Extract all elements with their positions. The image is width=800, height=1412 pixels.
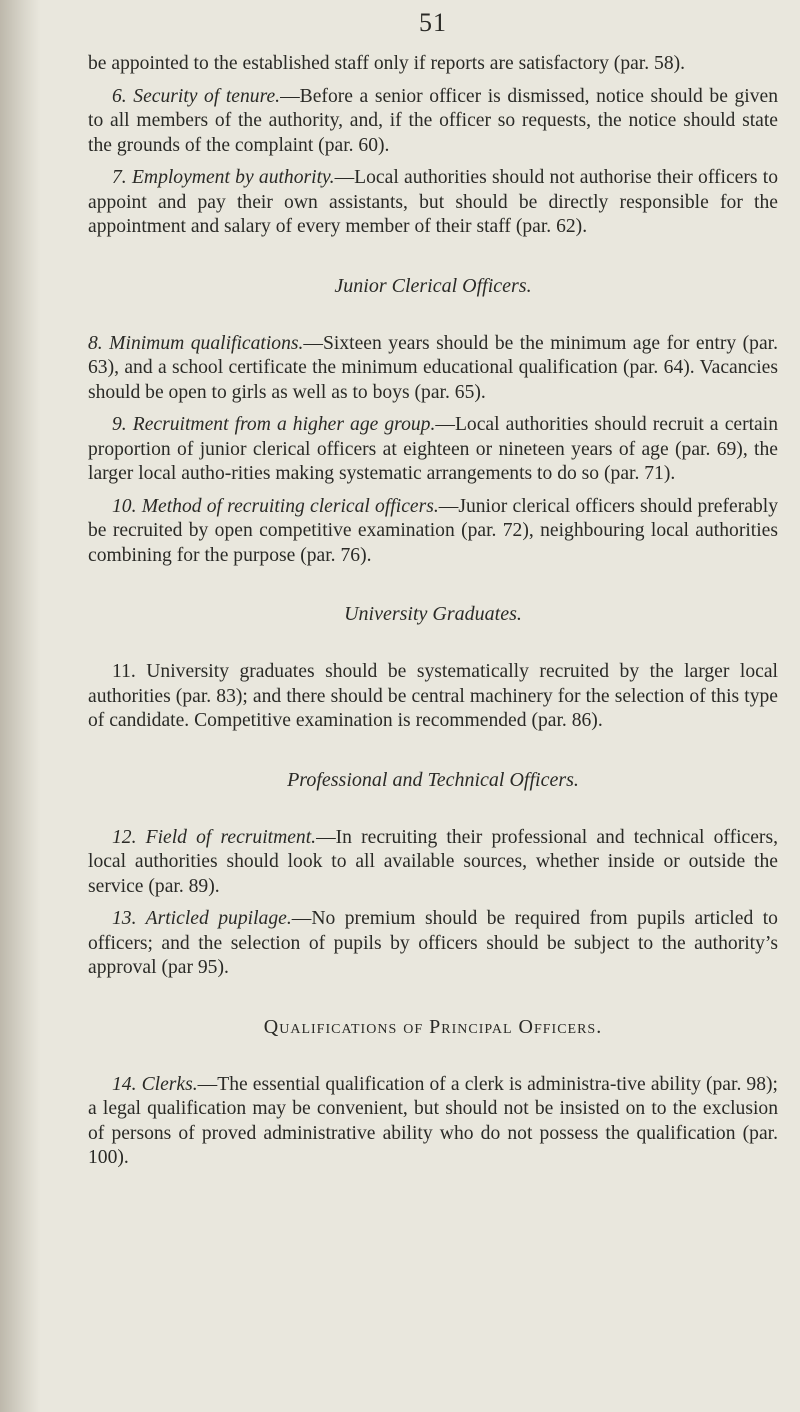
heading-university-graduates: University Graduates. [344,603,522,625]
paragraph-13-lead: 13. Articled pupilage. [112,908,292,929]
paragraph-9-lead: 9. Recruitment from a higher age group. [112,414,436,435]
paragraph-9-text: —Local authorities should recruit a certain proportion of junior clerical officers at eighteen or nineteen years of age (par. 69), the larger local autho-rities making systematic arrangements to do so (par. 71). [88,414,778,484]
paragraph-11 [88,660,778,734]
document-page [88,8,779,1171]
paragraph-6-text: —Before a senior officer is dismissed, notice should be given to all members of the authority, and, if the officer so requests, the notice should state the grounds of the complaint (par. 60). [88,85,778,156]
paragraph-12 [88,826,778,900]
heading-qualifications-principal-officers: Qualifications of Principal Officers. [263,1015,603,1038]
paragraph-11-text: University graduates should be systematically recruited by the larger local authorities (par. 83); and there should be central machinery for the selection of this type of candidate. Competitive examination is recommended (par. 86). [88,661,778,731]
paragraph-7-lead: 7. Employment by authority. [112,167,335,188]
heading-professional-technical-officers: Professional and Technical Officers. [287,768,579,791]
paragraph-12-lead: 12. Field of recruitment. [112,826,317,848]
paragraph-10 [88,495,778,569]
paragraph-10-lead: 10. Method of recruiting clerical officers. [112,495,439,517]
paragraph-8 [88,332,778,406]
paragraph-14 [88,1073,778,1171]
paragraph-8-lead: 8. Minimum qualifications. [88,332,304,354]
page-edge-shadow [0,0,40,1412]
paragraph-10-text: —Junior clerical officers should preferably be recruited by open competitive examination (par. 72), neighbouring local authorities combining for the purpose (par. 76). [88,495,778,566]
paragraph-12-text: —In recruiting their professional and technical officers, local authorities should look to all available sources, whether inside or outside the service (par. 89). [88,826,778,897]
page-number: 51 [419,8,447,37]
continuation-paragraph: be appointed to the established staff only if reports are satisfactory (par. 58). [88,53,686,74]
paragraph-7-text: —Local authorities should not authorise their officers to appoint and pay their own assistants, but should be directly responsible for the appointment and salary of every member of their staff (par. 62). [88,167,779,237]
paragraph-13-text: —No premium should be required from pupils articled to officers; and the selection of pupils by officers should be subject to the authority’s approval (par 95). [88,908,778,978]
paragraph-9 [88,413,778,487]
paragraph-6 [88,85,778,159]
paragraph-11-lead: 11. [112,661,136,682]
paragraph-14-text: —The essential qualification of a clerk is administra-tive ability (par. 98); a legal qualification may be convenient, but should not be insisted on to the exclusion of persons of proved administrative ability who do not possess the qualification (par. 100). [88,1073,778,1168]
paragraph-6-lead: 6. Security of tenure. [112,85,281,107]
paragraph-7 [88,166,778,240]
paragraph-14-lead: 14. Clerks. [112,1073,198,1095]
paragraph-8-text: —Sixteen years should be the minimum age for entry (par. 63), and a school certificate the minimum educational qualification (par. 64). Vacancies should be open to girls as well as to boys (par. 65). [88,332,778,403]
heading-junior-clerical-officers: Junior Clerical Officers. [334,274,532,297]
paragraph-13 [88,907,778,981]
